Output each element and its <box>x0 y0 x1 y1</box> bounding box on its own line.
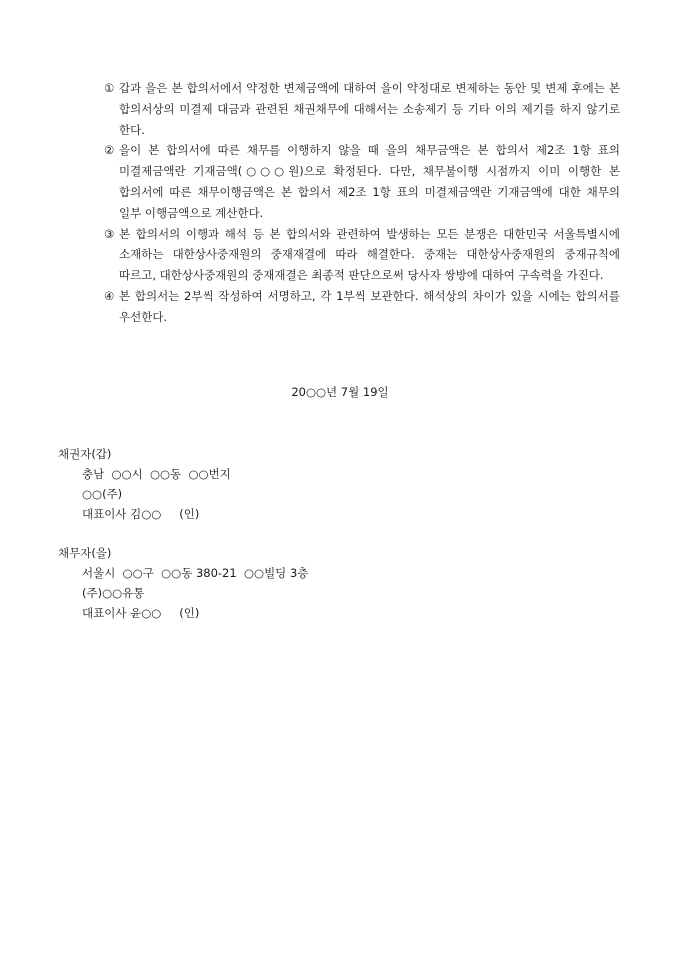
agreement-date: 20○○년 7월 19일 <box>291 385 389 399</box>
debtor-representative: 대표이사 윤○○ <box>82 606 162 620</box>
clause-1 <box>104 78 620 140</box>
clause-number: ④ <box>104 288 115 303</box>
clause-number: ③ <box>104 226 115 241</box>
clause-text: 을이 본 합의서에 따른 채무를 이행하지 않을 때 을의 채무금액은 본 합의서 제2조 1항 표의 미결제금액란 기재금액(○○○원)으로 확정된다. 다만, 채무불이행 시점까지 이미 이행한 본 합의서에 따른 채무이행금액은 본 합의서 제2조 1항 표의 미결제금액란 기재금액에 대한 채무의 일부 이행금액으로 계산한다. <box>119 143 620 220</box>
clause-list <box>104 78 620 328</box>
clause-number: ① <box>104 81 115 95</box>
creditor-signature-line <box>58 504 618 524</box>
clause-text: 본 합의서는 2부씩 작성하여 서명하고, 각 1부씩 보관한다. 해석상의 차이가 있을 시에는 합의서를 우선한다. <box>119 288 620 324</box>
clause-4 <box>104 286 620 328</box>
debtor-address: 서울시 ○○구 ○○동 380-21 ○○빌딩 3층 <box>82 566 309 580</box>
clause-number: ② <box>104 143 115 158</box>
creditor-seal-mark: (인) <box>179 507 200 521</box>
debtor-heading: 채무자(을) <box>58 546 112 560</box>
clause-2 <box>104 140 620 223</box>
clause-text: 본 합의서의 이행과 해석 등 본 합의서와 관련하여 발생하는 모든 분쟁은 대한민국 서울특별시에 소재하는 대한상사중재원의 중재재결에 따라 해결한다. 중재는 대한상사중재원의 중재규칙에 따르고, 대한상사중재원의 중재재결은 최종적 판단으로써 당사자 쌍방에 대하여 구속력을 가진다. <box>119 226 620 283</box>
creditor-block <box>58 444 618 524</box>
creditor-heading: 채권자(갑) <box>58 447 112 461</box>
creditor-address: 충남 ○○시 ○○동 ○○번지 <box>82 467 231 481</box>
debtor-signature-line <box>58 603 618 623</box>
clause-3 <box>104 224 620 286</box>
creditor-company: ○○(주) <box>82 487 123 501</box>
clause-text: 갑과 을은 본 합의서에서 약정한 변제금액에 대하여 을이 약정대로 변제하는 동안 및 변제 후에는 본 합의서상의 미결제 대금과 관련된 채권채무에 대해서는 소송제기 등 기타 이의 제기를 하지 않기로 한다. <box>119 81 620 137</box>
debtor-company: (주)○○유통 <box>82 586 145 600</box>
debtor-block <box>58 543 618 623</box>
debtor-seal-mark: (인) <box>179 606 200 620</box>
creditor-representative: 대표이사 김○○ <box>82 507 162 521</box>
